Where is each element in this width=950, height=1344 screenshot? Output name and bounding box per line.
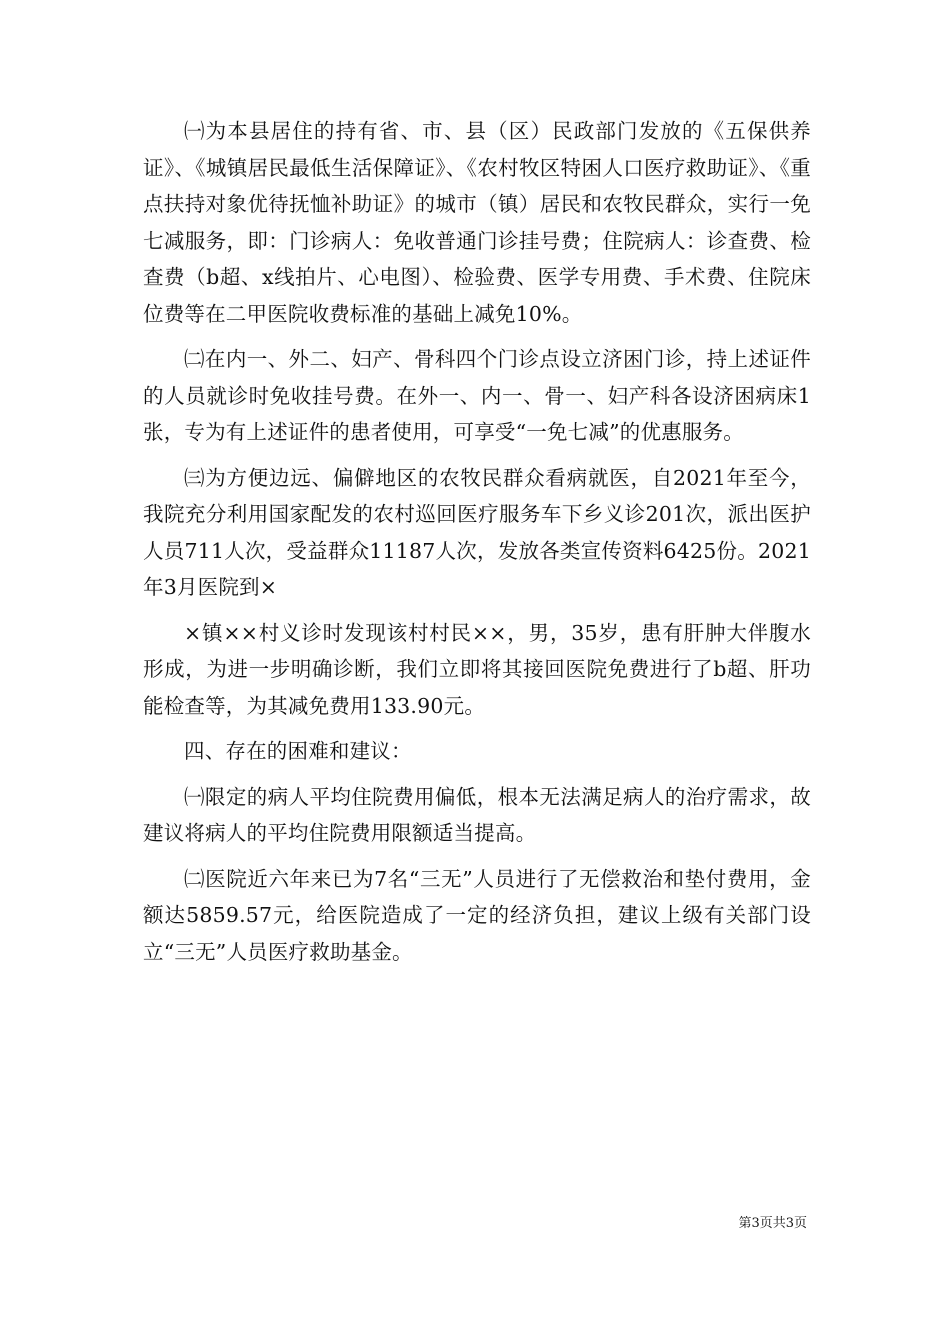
paragraph-case-example: ×镇××村义诊时发现该村村民××，男，35岁，患有肝肿大伴腹水形成，为进一步明确诊断，我们立即将其接回医院免费进行了b超、肝功能检查等，为其减免费用133.90元。 xyxy=(143,620,811,718)
document-body xyxy=(143,113,811,970)
paragraph-suggestion-one: ㈠限定的病人平均住院费用偏低，根本无法满足病人的治疗需求，故建议将病人的平均住院费用限额适当提高。 xyxy=(143,784,811,845)
page-number: 第3页共3页 xyxy=(738,1216,807,1231)
paragraph-rural-free-clinic: ㈢为方便边远、偏僻地区的农牧民群众看病就医，自2021年至今，我院充分利用国家配发的农村巡回医疗服务车下乡义诊201次，派出医护人员711人次，受益群众11187人次，发放各类宣传资料6425份。2021年3月医院到× xyxy=(143,465,811,599)
paragraph-suggestion-two: ㈡医院近六年来已为7名“三无”人员进行了无偿救治和垫付费用，金额达5859.57元，给医院造成了一定的经济负担，建议上级有关部门设立“三无”人员医疗救助基金。 xyxy=(143,866,811,964)
section-heading-difficulties: 四、存在的困难和建议： xyxy=(184,739,412,763)
paragraph-relief-clinic: ㈡在内一、外二、妇产、骨科四个门诊点设立济困门诊，持上述证件的人员就诊时免收挂号费。在外一、内一、骨一、妇产科各设济困病床1张，专为有上述证件的患者使用，可享受“一免七减”的优惠服务。 xyxy=(143,347,811,444)
paragraph-one-free-seven-reductions: ㈠为本县居住的持有省、市、县（区）民政部门发放的《五保供养证》、《城镇居民最低生活保障证》、《农村牧区特困人口医疗救助证》、《重点扶持对象优待抚恤补助证》的城市（镇）居民和农牧民群众，实行一免七减服务，即：门诊病人：免收普通门诊挂号费；住院病人：诊查费、检查费（b超、x线拍片、心电图）、检验费、医学专用费、手术费、住院床位费等在二甲医院收费标准的基础上减免10%。 xyxy=(143,119,811,326)
